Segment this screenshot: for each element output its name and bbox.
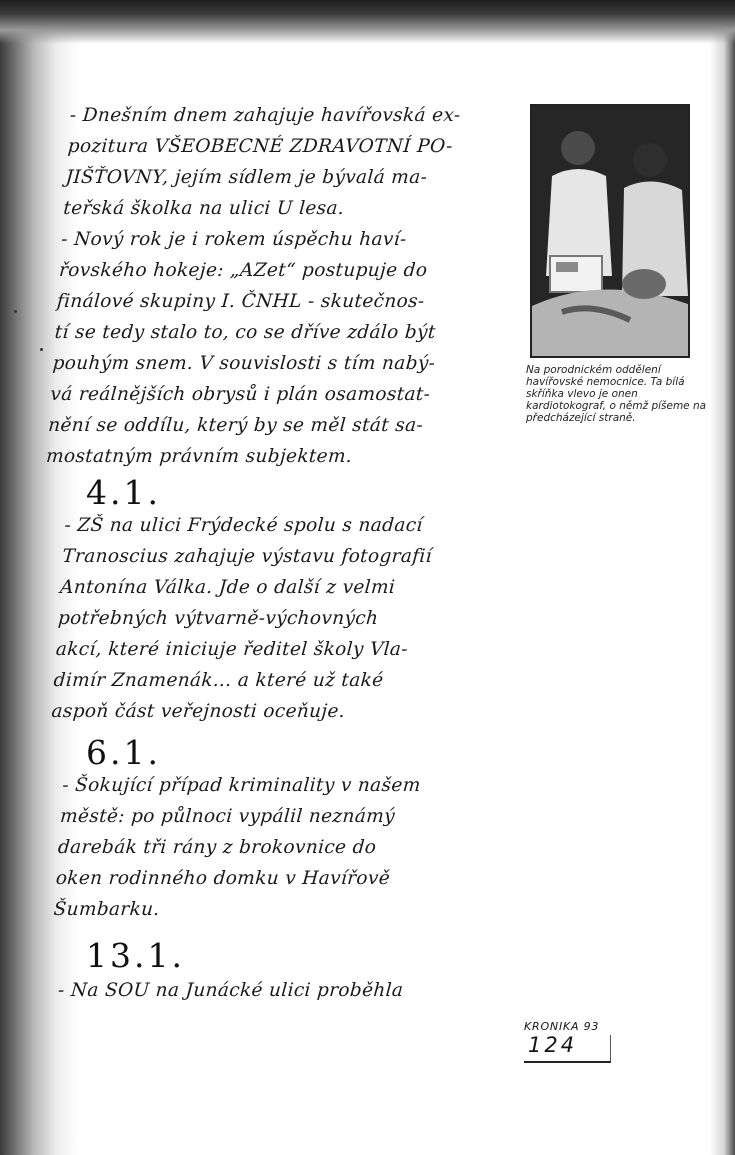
- newspaper-photo-hospital-icon: [532, 106, 688, 356]
- chronicle-label: KRONIKA 93: [524, 1020, 600, 1033]
- page-top-edge: [0, 0, 735, 44]
- newspaper-photo: [530, 104, 690, 358]
- margin-dot: [40, 348, 43, 351]
- entry-text: - ZŠ na ulici Frýdecké spolu s nadací Tranoscius zahajuje výstavu fotografií Antonína Válka. Jde o další z velmi potřebných výtvarně-výchovných akcí, které iniciuje ředitel školy Vla- dimír Znamenák... a které už také aspoň část veřejnosti oceňuje.: [50, 515, 433, 722]
- margin-dot: [14, 310, 17, 313]
- page-number: 124: [528, 1033, 578, 1057]
- footer-stamp: [524, 1020, 616, 1064]
- entry-text: - Na SOU na Junácké ulici proběhla: [57, 980, 405, 1001]
- photo-caption: Na porodnickém oddělení havířovské nemocnice. Ta bílá skříňka vlevo je onen kardiotokograf, o němž píšeme na předcházející straně.: [526, 364, 707, 424]
- entry-text: - Šokující případ kriminality v našem městě: po půlnoci vypálil neznámý darebák tři rány z brokovnice do oken rodinného domku v Havířově Šumbarku.: [52, 775, 422, 920]
- entry-text: - Dnešním dnem zahajuje havířovská ex- pozitura VŠEOBECNÉ ZDRAVOTNÍ PO- JIŠŤOVNY, jejím sídlem je bývalá ma- teřská školka na ulici U lesa. - Nový rok je i rokem úspěchu haví- řovského hokeje: „AZet“ postupuje do finálové skupiny I. ČNHL - skutečnos- tí se tedy stalo to, co se dříve zdálo být pouhým snem. V souvislosti s tím nabý- vá reálnějších obrysů i plán osamostat- nění se oddílu, který by se měl stát sa- mostatným právním subjektem.: [45, 105, 462, 467]
- entry-date: 4.1.: [86, 473, 161, 512]
- entry-date: 6.1.: [86, 733, 161, 772]
- entry-date: 13.1.: [86, 936, 185, 975]
